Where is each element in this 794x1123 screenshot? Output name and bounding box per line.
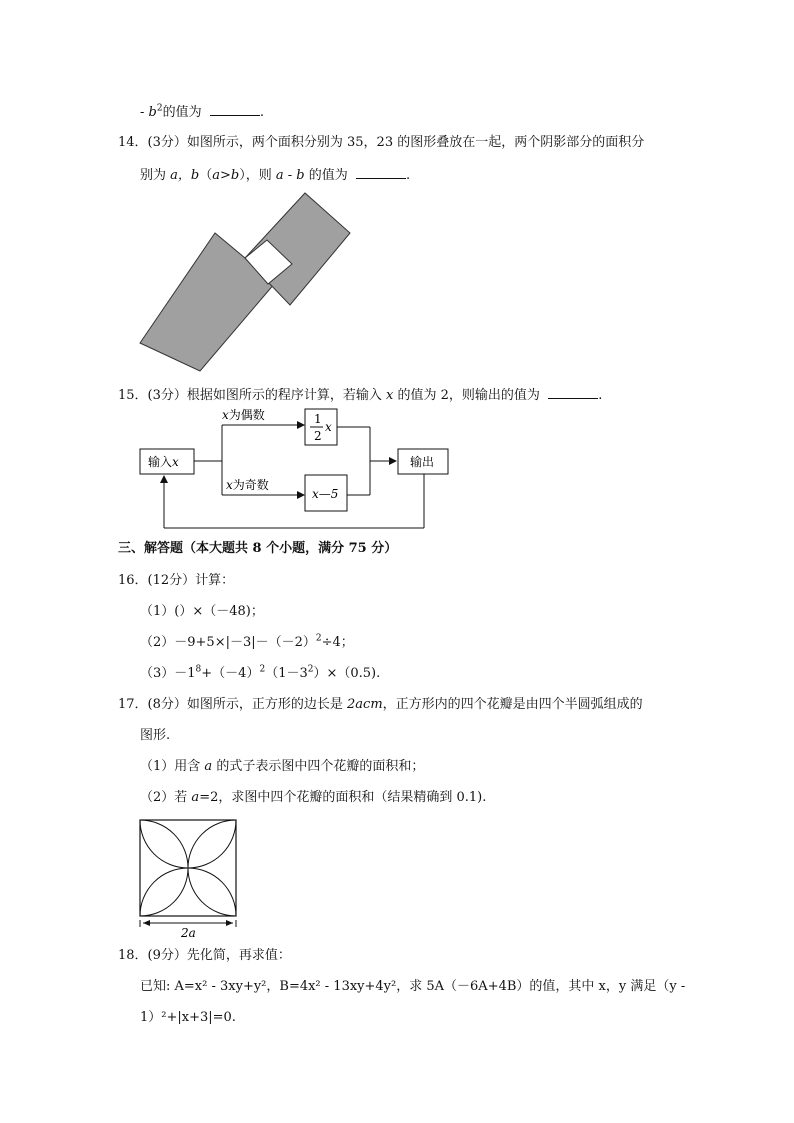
input-label: 输入x [148,455,179,469]
q17-part1: （1）用含 a 的式子表示图中四个花瓣的面积和； [140,759,425,774]
overlap-rectangles-figure [130,188,360,378]
q18-given: 已知: A=x² - 3xy+y²，B=4x² - 13xy+4y²，求 5A（－6A+4B）的值，其中 x，y 满足（y - [140,979,686,994]
answer-blank-13[interactable] [210,101,260,116]
dimension-label: 2a [181,926,196,940]
q17-line2: 图形. [140,728,171,743]
q13-tail: - $b^2$的值为 . [140,101,264,123]
q17-part2: （2）若 a=2，求图中四个花瓣的面积和（结果精确到 0.1). [140,790,487,805]
q14-line2: 别为 a，b（a>b），则 a - b 的值为 . [140,164,410,186]
q16-part1: （1）(）×（－48)； [140,604,264,619]
section-3-title: 三、解答题（本大题共 8 个小题，满分 75 分） [118,541,398,556]
answer-blank-14[interactable] [356,164,406,179]
q16-part2: $(2)-9+5\times|-3|-(-2)^2\div 4$； [140,633,354,650]
program-flowchart [130,405,460,535]
odd-label: x为奇数 [226,478,269,492]
output-label: 输出 [410,455,435,469]
flower-square-figure [135,815,245,940]
q17-line1: 17．(8分）如图所示，正方形的边长是 2acm，正方形内的四个花瓣是由四个半圆弧组成的 [118,697,643,712]
q14-line1: 14．(3分）如图所示，两个面积分别为 35，23 的图形叠放在一起，两个阴影部分的面积分 [118,135,645,150]
frac-numerator: 1 [314,412,322,426]
even-label: x为偶数 [222,408,265,422]
frac-var: x [325,420,332,434]
q18-line2: 1）²+|x+3|=0. [140,1010,236,1025]
answer-blank-15[interactable] [548,384,598,399]
q16-stem: 16．(12分）计算： [118,573,235,588]
frac-denominator: 2 [314,429,322,443]
minus-five-label: x—5 [312,487,339,501]
q16-part3: $(3)-1^8+(-4)^2(1-3^2)\times(0.5)$. [140,664,381,681]
q18-stem: 18．(9分）先化简，再求值： [118,948,291,963]
q15-line1: 15．(3分）根据如图所示的程序计算，若输入 x 的值为 2，则输出的值为 . [118,384,602,406]
